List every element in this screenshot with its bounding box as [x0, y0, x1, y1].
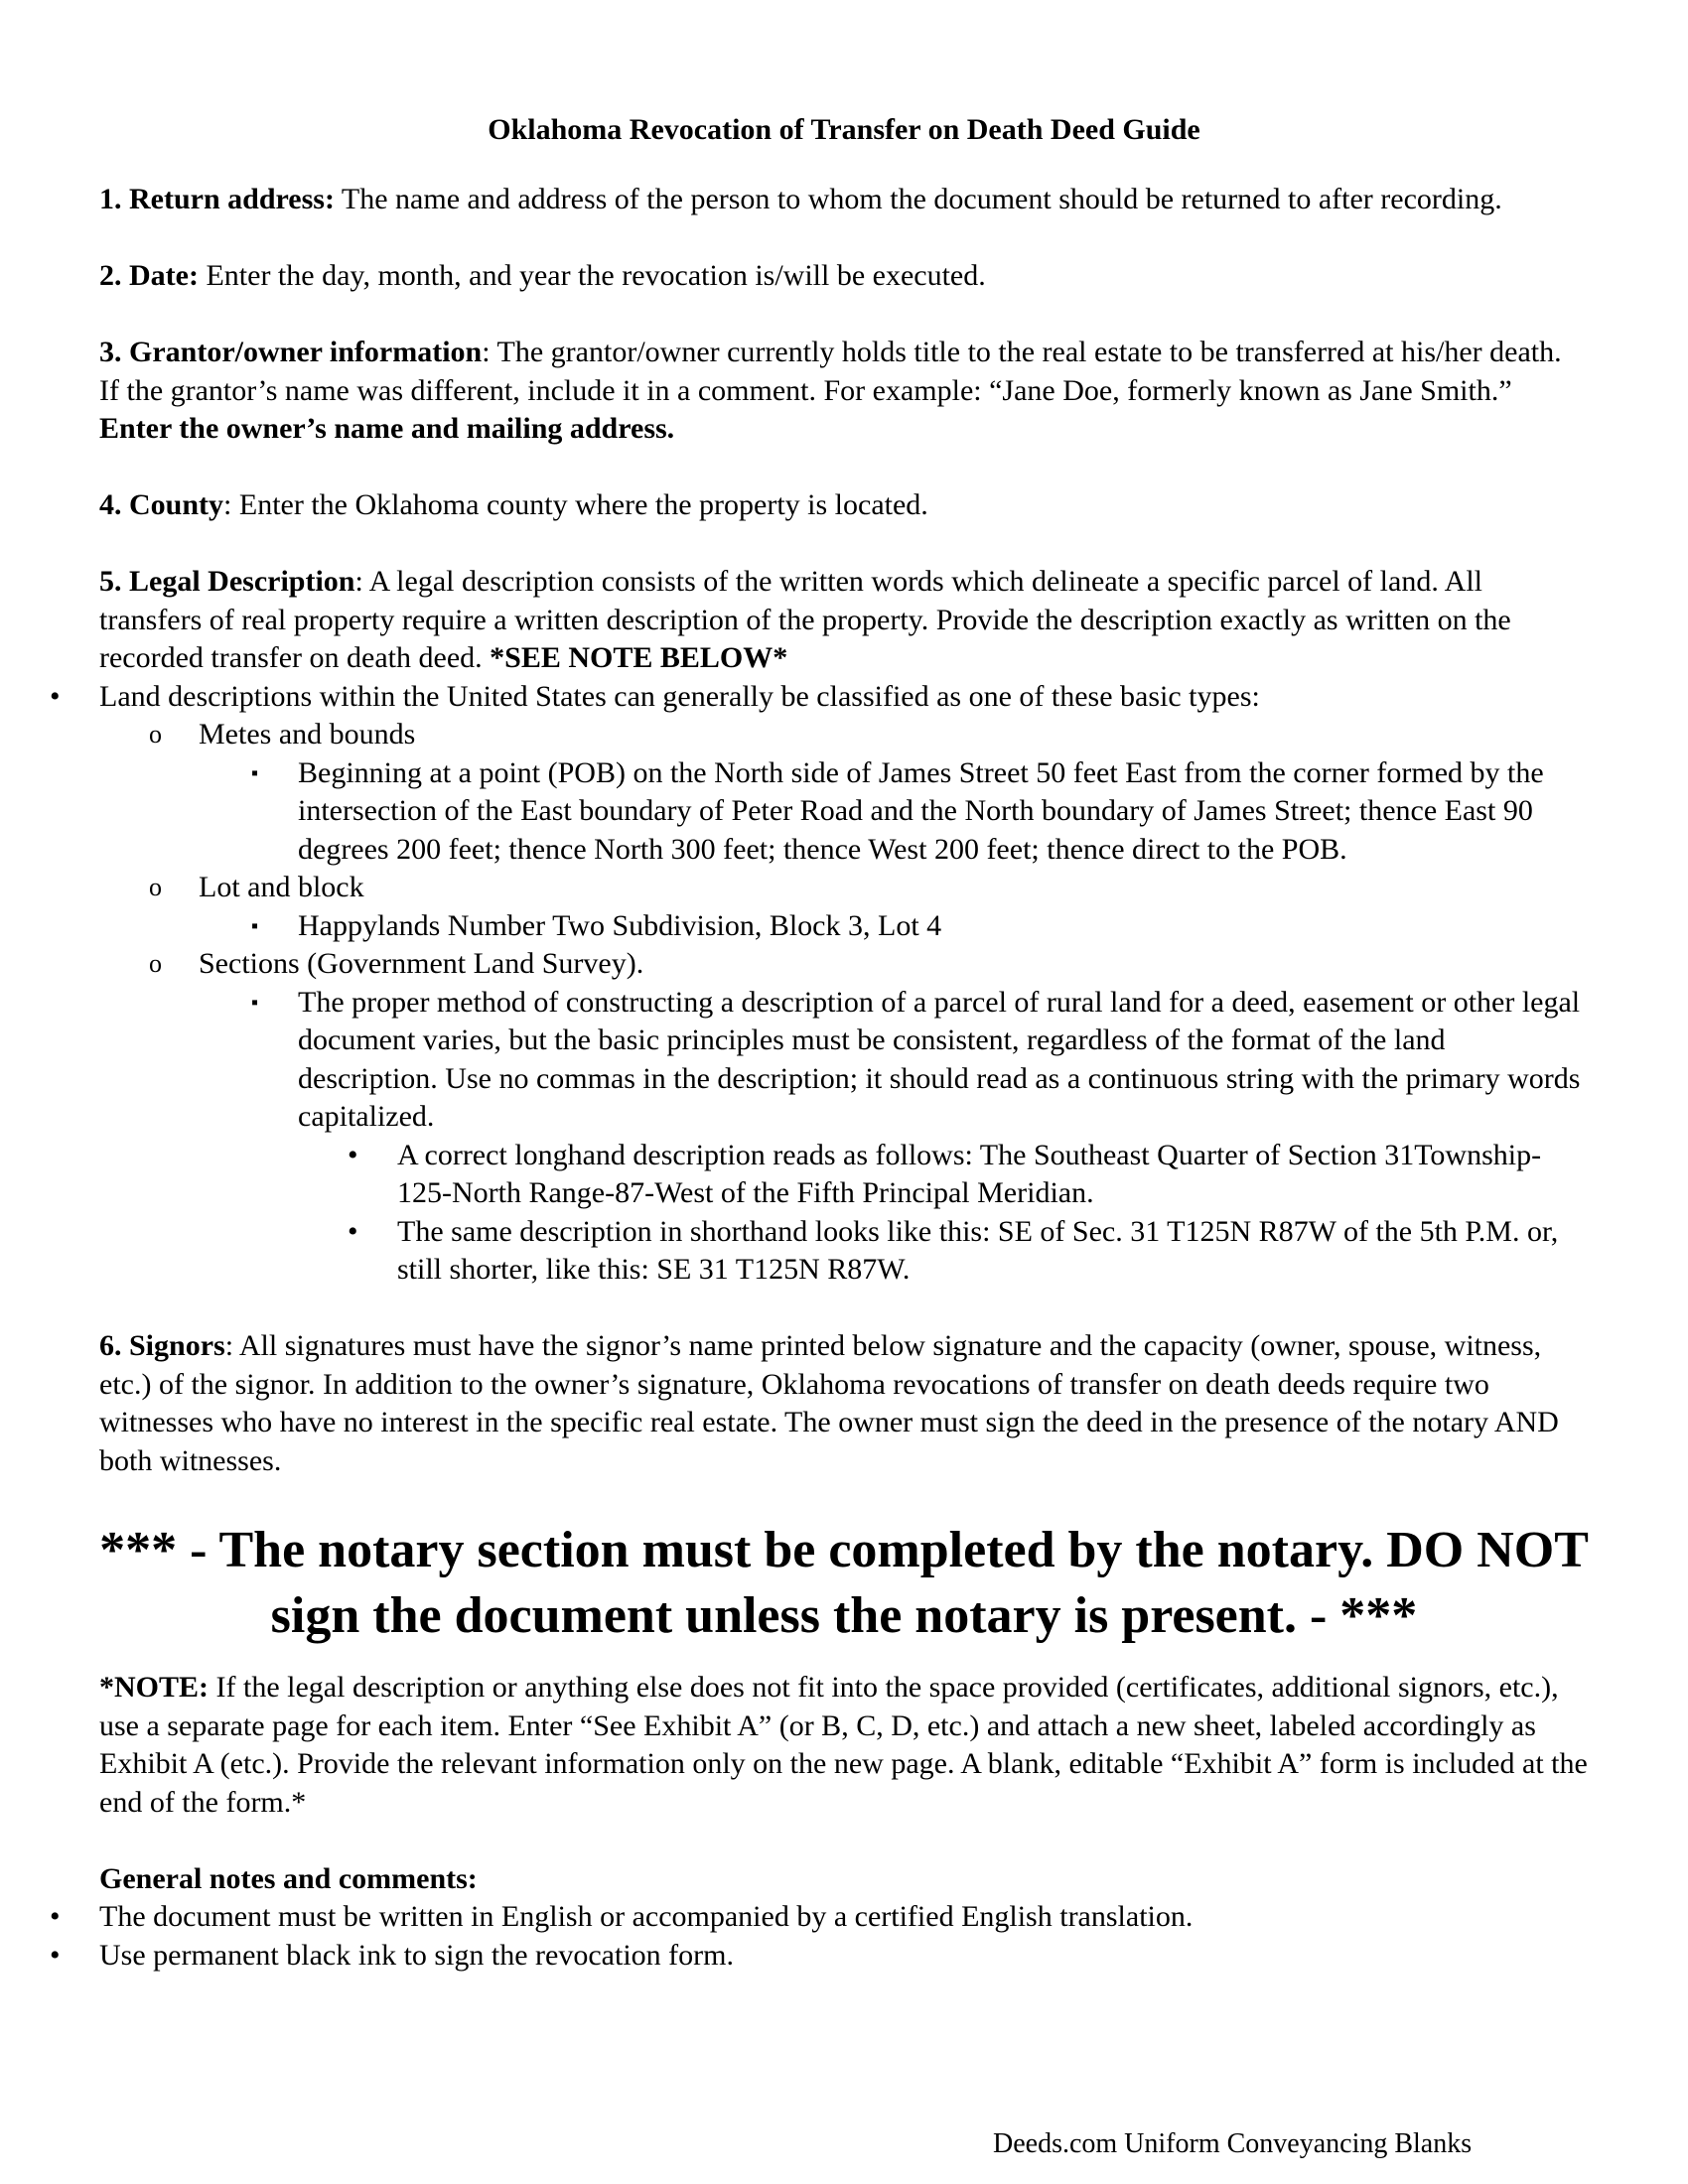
- circle-marker: o: [149, 720, 162, 749]
- grantor-instruction: Enter the owner’s name and mailing address.: [99, 412, 675, 445]
- sections-label: Sections (Government Land Survey).: [199, 947, 644, 980]
- signors-text: : All signatures must have the signor’s name printed below signature and the capacity (owner, spouse, witness, etc.) of the signor. In addition to the owner’s signature, Oklahoma revocations of transfer on death deeds require two witnesses who have no interest in the specific real estate. The owner must sign the deed in the presence of the notary AND both witnesses.: [99, 1329, 1559, 1477]
- return-address-label: 1. Return address:: [99, 183, 335, 215]
- general-note-english: The document must be written in English or accompanied by a certified English translation.: [99, 1900, 1194, 1933]
- county-text: : Enter the Oklahoma county where the property is located.: [223, 488, 928, 521]
- list-item: [0, 907, 1589, 946]
- grantor-text: : The grantor/owner currently holds title to the real estate to be transferred at his/her death. If the grantor’s name was different, include it in a comment. For example: “Jane Doe, formerly known as Jane Smith.”: [99, 336, 1562, 407]
- section-signors: [99, 1327, 1589, 1480]
- sections-text: The proper method of constructing a description of a parcel of rural land for a deed, easement or other legal document varies, but the basic principles must be consistent, regardless of the format of the land description. Use no commas in the description; it should read as a continuous string with the primary words capitalized.: [298, 985, 1581, 1133]
- date-text: Enter the day, month, and year the revocation is/will be executed.: [198, 259, 986, 292]
- legal-label: 5. Legal Description: [99, 565, 355, 598]
- general-note-ink: Use permanent black ink to sign the revocation form.: [99, 1938, 734, 1972]
- page-footer: Deeds.com Uniform Conveyancing Blanks: [993, 2128, 1473, 2159]
- see-note-below: *SEE NOTE BELOW*: [490, 641, 788, 674]
- circle-marker: o: [149, 873, 162, 901]
- guide-content: [50, 181, 1589, 1975]
- return-address-text: The name and address of the person to whom the document should be returned to after recording.: [334, 183, 1502, 215]
- metes-label: Metes and bounds: [199, 718, 416, 751]
- lot-example: Happylands Number Two Subdivision, Block 3, Lot 4: [298, 908, 942, 942]
- shorthand-example: The same description in shorthand looks like this: SE of Sec. 31 T125N R87W of the 5th P.M. or, still shorter, like this: SE 31 T125N R87W.: [397, 1214, 1559, 1286]
- longhand-example: A correct longhand description reads as follows: The Southeast Quarter of Section 31Township-125-North Range-87-West of the Fifth Principal Meridian.: [397, 1138, 1542, 1209]
- section-grantor: [99, 334, 1589, 449]
- note-paragraph: [99, 1669, 1589, 1822]
- section-legal-description: [99, 563, 1589, 678]
- list-item: [0, 1137, 1589, 1213]
- page-title: Oklahoma Revocation of Transfer on Death Deed Guide: [488, 113, 1200, 146]
- notary-warning: *** - The notary section must be completed by the notary. DO NOT sign the document unless the notary is present. - ***: [99, 1522, 1589, 1644]
- list-item: [0, 1898, 1589, 1937]
- list-item: [0, 1937, 1589, 1976]
- square-marker: ▪: [251, 914, 259, 937]
- circle-marker: o: [149, 949, 162, 978]
- list-item: [0, 754, 1589, 870]
- list-item: [0, 984, 1589, 1137]
- metes-example: Beginning at a point (POB) on the North side of James Street 50 feet East from the corner formed by the intersection of the East boundary of Peter Road and the North boundary of James Street; thence East 90 degrees 200 feet; thence North 300 feet; thence West 200 feet; thence direct to the POB.: [298, 755, 1544, 866]
- land-types-intro: Land descriptions within the United States can generally be classified as one of these basic types:: [99, 679, 1260, 713]
- note-label: *NOTE:: [99, 1671, 210, 1704]
- general-notes-list: [0, 1898, 1589, 1975]
- county-label: 4. County: [99, 488, 224, 521]
- legal-description-list: [0, 678, 1589, 1290]
- legal-text: : A legal description consists of the written words which delineate a specific parcel of land. All transfers of real property require a written description of the property. Provide the description exactly as written on the recorded transfer on death deed.: [99, 565, 1511, 674]
- bullet-marker: •: [50, 1938, 61, 1972]
- grantor-label: 3. Grantor/owner information: [99, 336, 483, 368]
- bullet-marker: •: [348, 1138, 358, 1171]
- list-item: [0, 945, 1589, 984]
- section-date: [99, 257, 1589, 296]
- signors-label: 6. Signors: [99, 1329, 225, 1362]
- section-return-address: [99, 181, 1589, 219]
- list-item: [0, 716, 1589, 754]
- list-item: [0, 678, 1589, 717]
- note-text: If the legal description or anything else does not fit into the space provided (certificates, additional signors, etc.), use a separate page for each item. Enter “See Exhibit A” (or B, C, D, etc.) and attach a new sheet, labeled accordingly as Exhibit A (etc.). Provide the relevant information only on the new page. A blank, editable “Exhibit A” form is included at the end of the form.*: [99, 1671, 1588, 1819]
- section-county: [99, 486, 1589, 525]
- square-marker: ▪: [251, 761, 259, 784]
- general-notes-heading: General notes and comments:: [99, 1861, 478, 1895]
- bullet-marker: •: [50, 679, 61, 713]
- list-item: [0, 869, 1589, 907]
- bullet-marker: •: [50, 1900, 61, 1933]
- date-label: 2. Date:: [99, 259, 199, 292]
- bullet-marker: •: [348, 1214, 358, 1248]
- list-item: [0, 1213, 1589, 1290]
- lot-label: Lot and block: [199, 871, 364, 903]
- square-marker: ▪: [251, 991, 259, 1014]
